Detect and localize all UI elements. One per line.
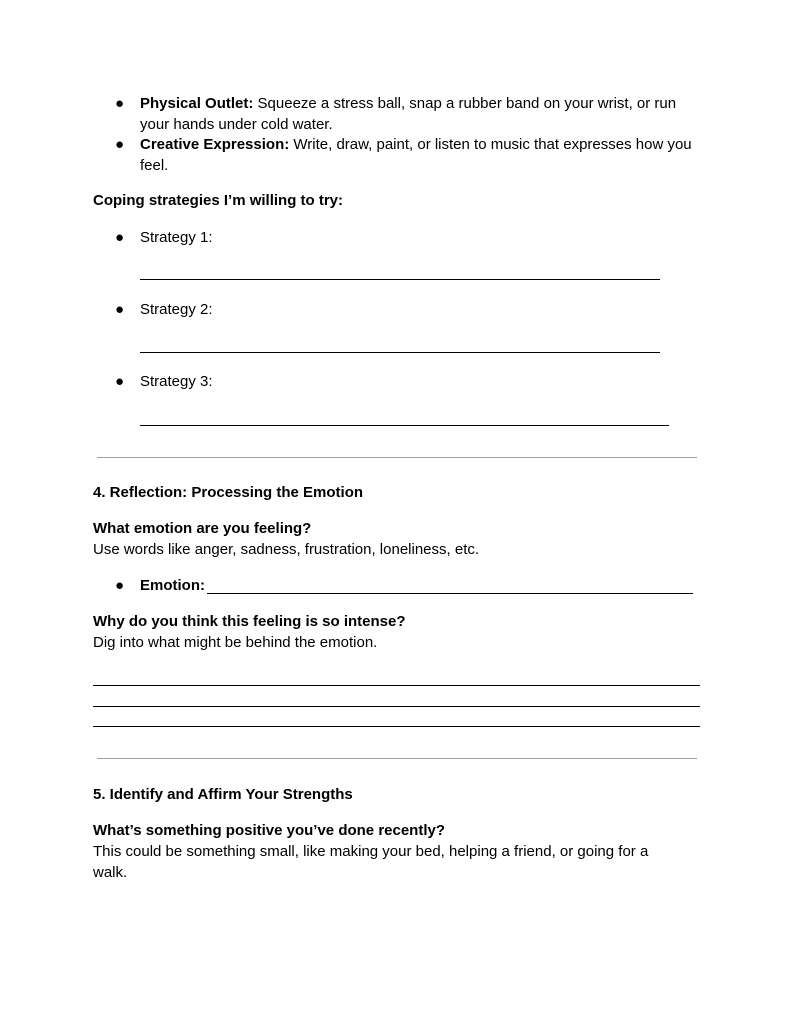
bullet-icon: ● bbox=[115, 301, 125, 318]
emotion-hint: Use words like anger, sadness, frustration, loneliness, etc. bbox=[93, 541, 480, 558]
reflection-heading: 4. Reflection: Processing the Emotion bbox=[93, 484, 364, 501]
bullet-icon: ● bbox=[115, 577, 125, 594]
bullet-icon: ● bbox=[115, 229, 125, 246]
emotion-question: What emotion are you feeling? bbox=[93, 520, 312, 537]
strategy-2-label: Strategy 2: bbox=[140, 301, 213, 318]
intensity-answer-line-2[interactable] bbox=[93, 706, 700, 707]
strategy-1-label: Strategy 1: bbox=[140, 229, 213, 246]
positive-question: What’s something positive you’ve done recently? bbox=[93, 822, 446, 839]
strategy-2-answer-line[interactable] bbox=[140, 352, 660, 353]
intensity-question: Why do you think this feeling is so intense? bbox=[93, 613, 406, 630]
list-item-creative-expression bbox=[140, 134, 705, 176]
bullet-icon: ● bbox=[115, 373, 125, 390]
strengths-heading: 5. Identify and Affirm Your Strengths bbox=[93, 786, 353, 803]
list-item-text: Squeeze a stress ball, snap a rubber band on your wrist, or run your hands under cold water. bbox=[140, 95, 677, 133]
section-divider bbox=[97, 457, 697, 458]
bullet-icon: ● bbox=[115, 95, 125, 112]
strategy-1-answer-line[interactable] bbox=[140, 279, 660, 280]
strategy-3-label: Strategy 3: bbox=[140, 373, 213, 390]
list-item-text: Write, draw, paint, or listen to music that expresses how you feel. bbox=[140, 136, 692, 174]
list-item-label: Creative Expression: bbox=[140, 136, 290, 153]
intensity-answer-line-1[interactable] bbox=[93, 685, 700, 686]
emotion-answer-line[interactable] bbox=[207, 593, 693, 594]
strategy-3-answer-line[interactable] bbox=[140, 425, 669, 426]
intensity-hint: Dig into what might be behind the emotion. bbox=[93, 634, 378, 651]
positive-hint: This could be something small, like making your bed, helping a friend, or going for a walk. bbox=[93, 843, 649, 881]
emotion-label: Emotion: bbox=[140, 577, 205, 594]
coping-heading: Coping strategies I’m willing to try: bbox=[93, 192, 344, 209]
intensity-answer-line-3[interactable] bbox=[93, 726, 700, 727]
bullet-icon: ● bbox=[115, 136, 125, 153]
list-item-physical-outlet bbox=[140, 93, 705, 135]
section-divider bbox=[97, 758, 697, 759]
list-item-label: Physical Outlet: bbox=[140, 95, 254, 112]
